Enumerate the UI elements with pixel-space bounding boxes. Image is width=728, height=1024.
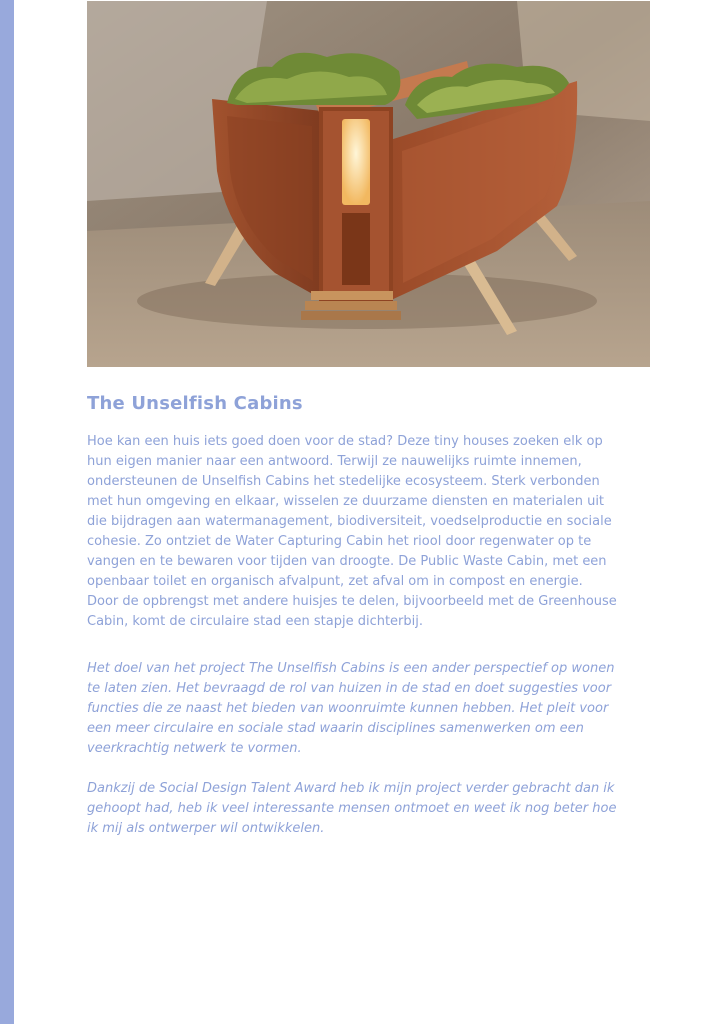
award-testimonial-paragraph: Dankzij de Social Design Talent Award heb ik mijn project verder gebracht dan ik gehoopt had, heb ik veel interessante mensen ontmoet en weet ik nog beter hoe ik mij als ontwerper wil ontwikkelen. [87,781,617,836]
side-accent-stripe [0,0,14,1024]
article-title: The Unselfish Cabins [87,393,303,414]
cabin-model-photo [87,1,650,367]
article-intro-paragraph: Hoe kan een huis iets goed doen voor de stad? Deze tiny houses zoeken elk op hun eigen manier naar een antwoord. Terwijl ze nauwelijks ruimte innemen, ondersteunen de Unselfish Cabins het stedelijke ecosysteem. Sterk verbonden met hun omgeving en elkaar, wisselen ze duurzame diensten en materialen uit die bijdragen aan watermanagement, biodiversiteit, voedselproductie en sociale cohesie. Zo ontziet de Water Capturing Cabin het riool door regenwater op te vangen en te bewaren voor tijden van droogte. De Public Waste Cabin, met een openbaar toilet en organisch afvalpunt, zet afval om in compost en energie. Door de opbrengst met andere huisjes te delen, bijvoorbeeld met de Greenhouse Cabin, komt de circulaire stad een stapje dichterbij. [87,434,617,629]
designer-statement-paragraph: Het doel van het project The Unselfish Cabins is een ander perspectief op wonen te laten zien. Het bevraagd de rol van huizen in de stad en doet suggesties voor functies die ze naast het bieden van woonruimte kunnen hebben. Het pleit voor een meer circulaire en sociale stad waarin disciplines samenwerken om een veerkrachtig netwerk te vormen. [87,661,615,756]
